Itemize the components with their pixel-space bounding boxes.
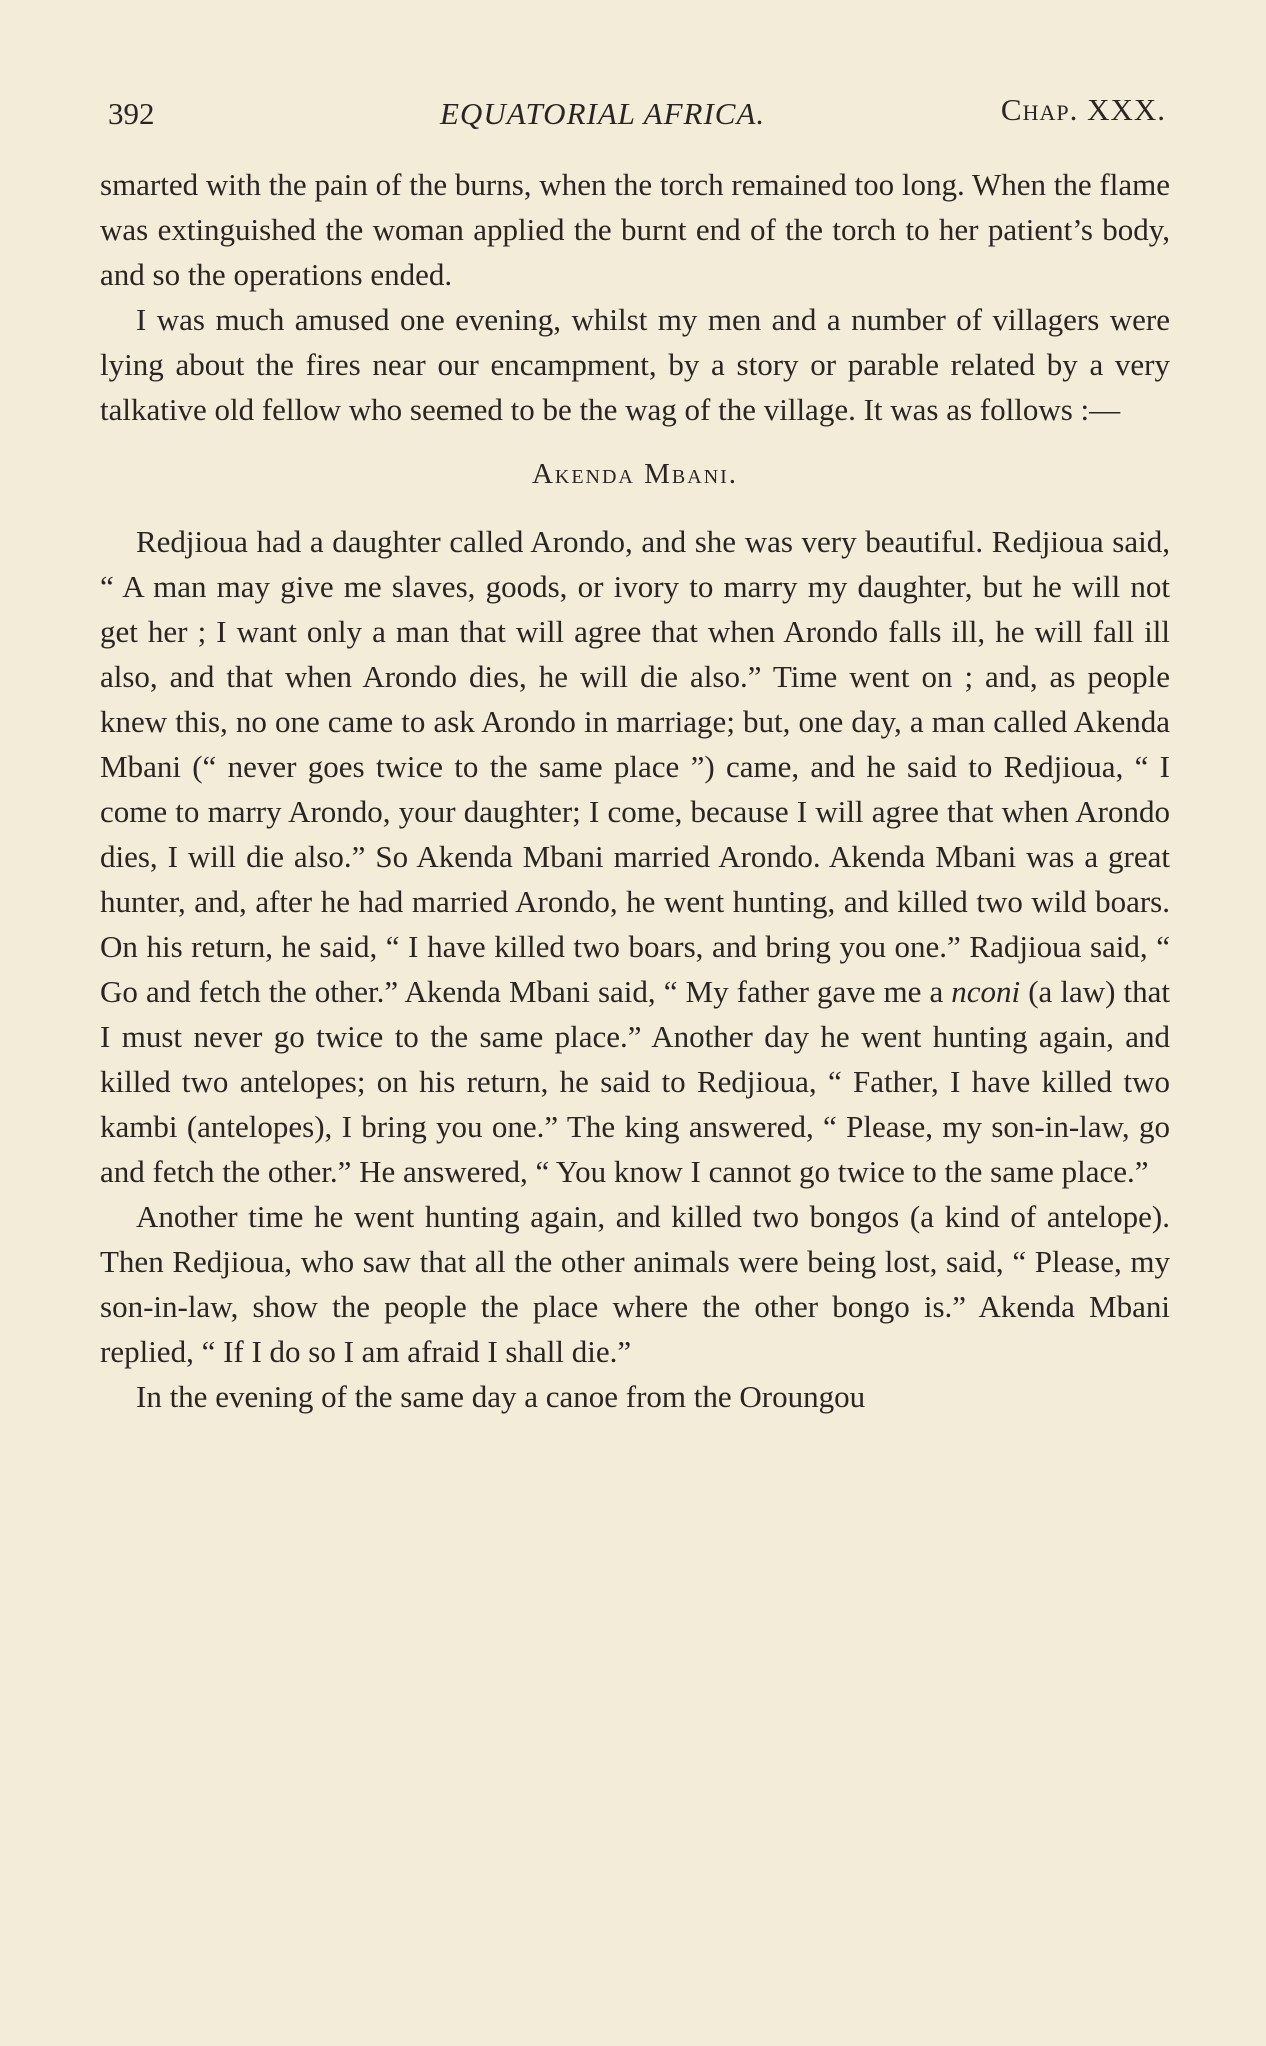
story-paragraph-2: Another time he went hunting again, and killed two bongos (a kind of antelope). Then Redjioua, who saw that all the other animals were being lost, said, “ Please, my son-in-law, show the people the place where the other bongo is.” Akenda Mbani replied, “ If I do so I am afraid I shall die.” — [100, 1199, 1170, 1369]
story-paragraph-3: In the evening of the same day a canoe from the Oroungou — [136, 1379, 866, 1414]
story-text: Redjioua had a daughter called Arondo, and she was very beautiful. Redjioua said, “ A man may give me slaves, goods, or ivory to marry my daughter, but he will not get her ; I want only a man that will agree that when Arondo falls ill, he will fall ill also, and that when Arondo dies, he will die also.” Time went on ; and, as people knew this, no one came to ask Arondo in marriage; but, one day, a man called Akenda Mbani (“ never goes twice to the same place ”) came, and he said to Redjioua, “ I come to marry Arondo, your daughter; I come, because I will agree that when Arondo dies, I will die also.” So Akenda Mbani married Arondo. Akenda Mbani was a great hunter, and, after he had married Arondo, he went hunting, and killed two wild boars. On his return, he said, “ I have killed two boars, and bring you one.” Radjioua said, “ Go and fetch the other.” Akenda Mbani said, “ My father gave me a — [100, 524, 1170, 1009]
paragraph-continued: smarted with the pain of the burns, when the torch remained too long. When the flame was extinguished the woman applied the burnt end of the torch to her patient’s body, and so the operations ended. — [100, 167, 1170, 292]
chapter-reference: Chap. XXX. — [1000, 92, 1166, 127]
page-number: 392 — [108, 96, 155, 131]
story-paragraph-1 — [100, 519, 1170, 1194]
book-page — [100, 90, 1170, 1419]
running-title: EQUATORIAL AFRICA. — [440, 96, 766, 131]
paragraph-intro: I was much amused one evening, whilst my men and a number of villagers were lying about the fires near our encampment, by a story or parable related by a very talkative old fellow who seemed to be the wag of the village. It was as follows :— — [100, 302, 1170, 427]
body-text — [100, 162, 1170, 1419]
story-text: (a law) that I must never go twice to the same place.” Another day he went hunting again, and killed two antelopes; on his return, he said to Redjioua, “ Father, I have killed two kambi (antelopes), I bring you one.” The king answered, “ Please, my son-in-law, go and fetch the other.” He answered, “ You know I cannot go twice to the same place.” — [100, 974, 1170, 1189]
running-head — [100, 90, 1170, 138]
section-heading: Akenda Mbani. — [531, 458, 739, 490]
italic-term: nconi — [951, 974, 1021, 1009]
